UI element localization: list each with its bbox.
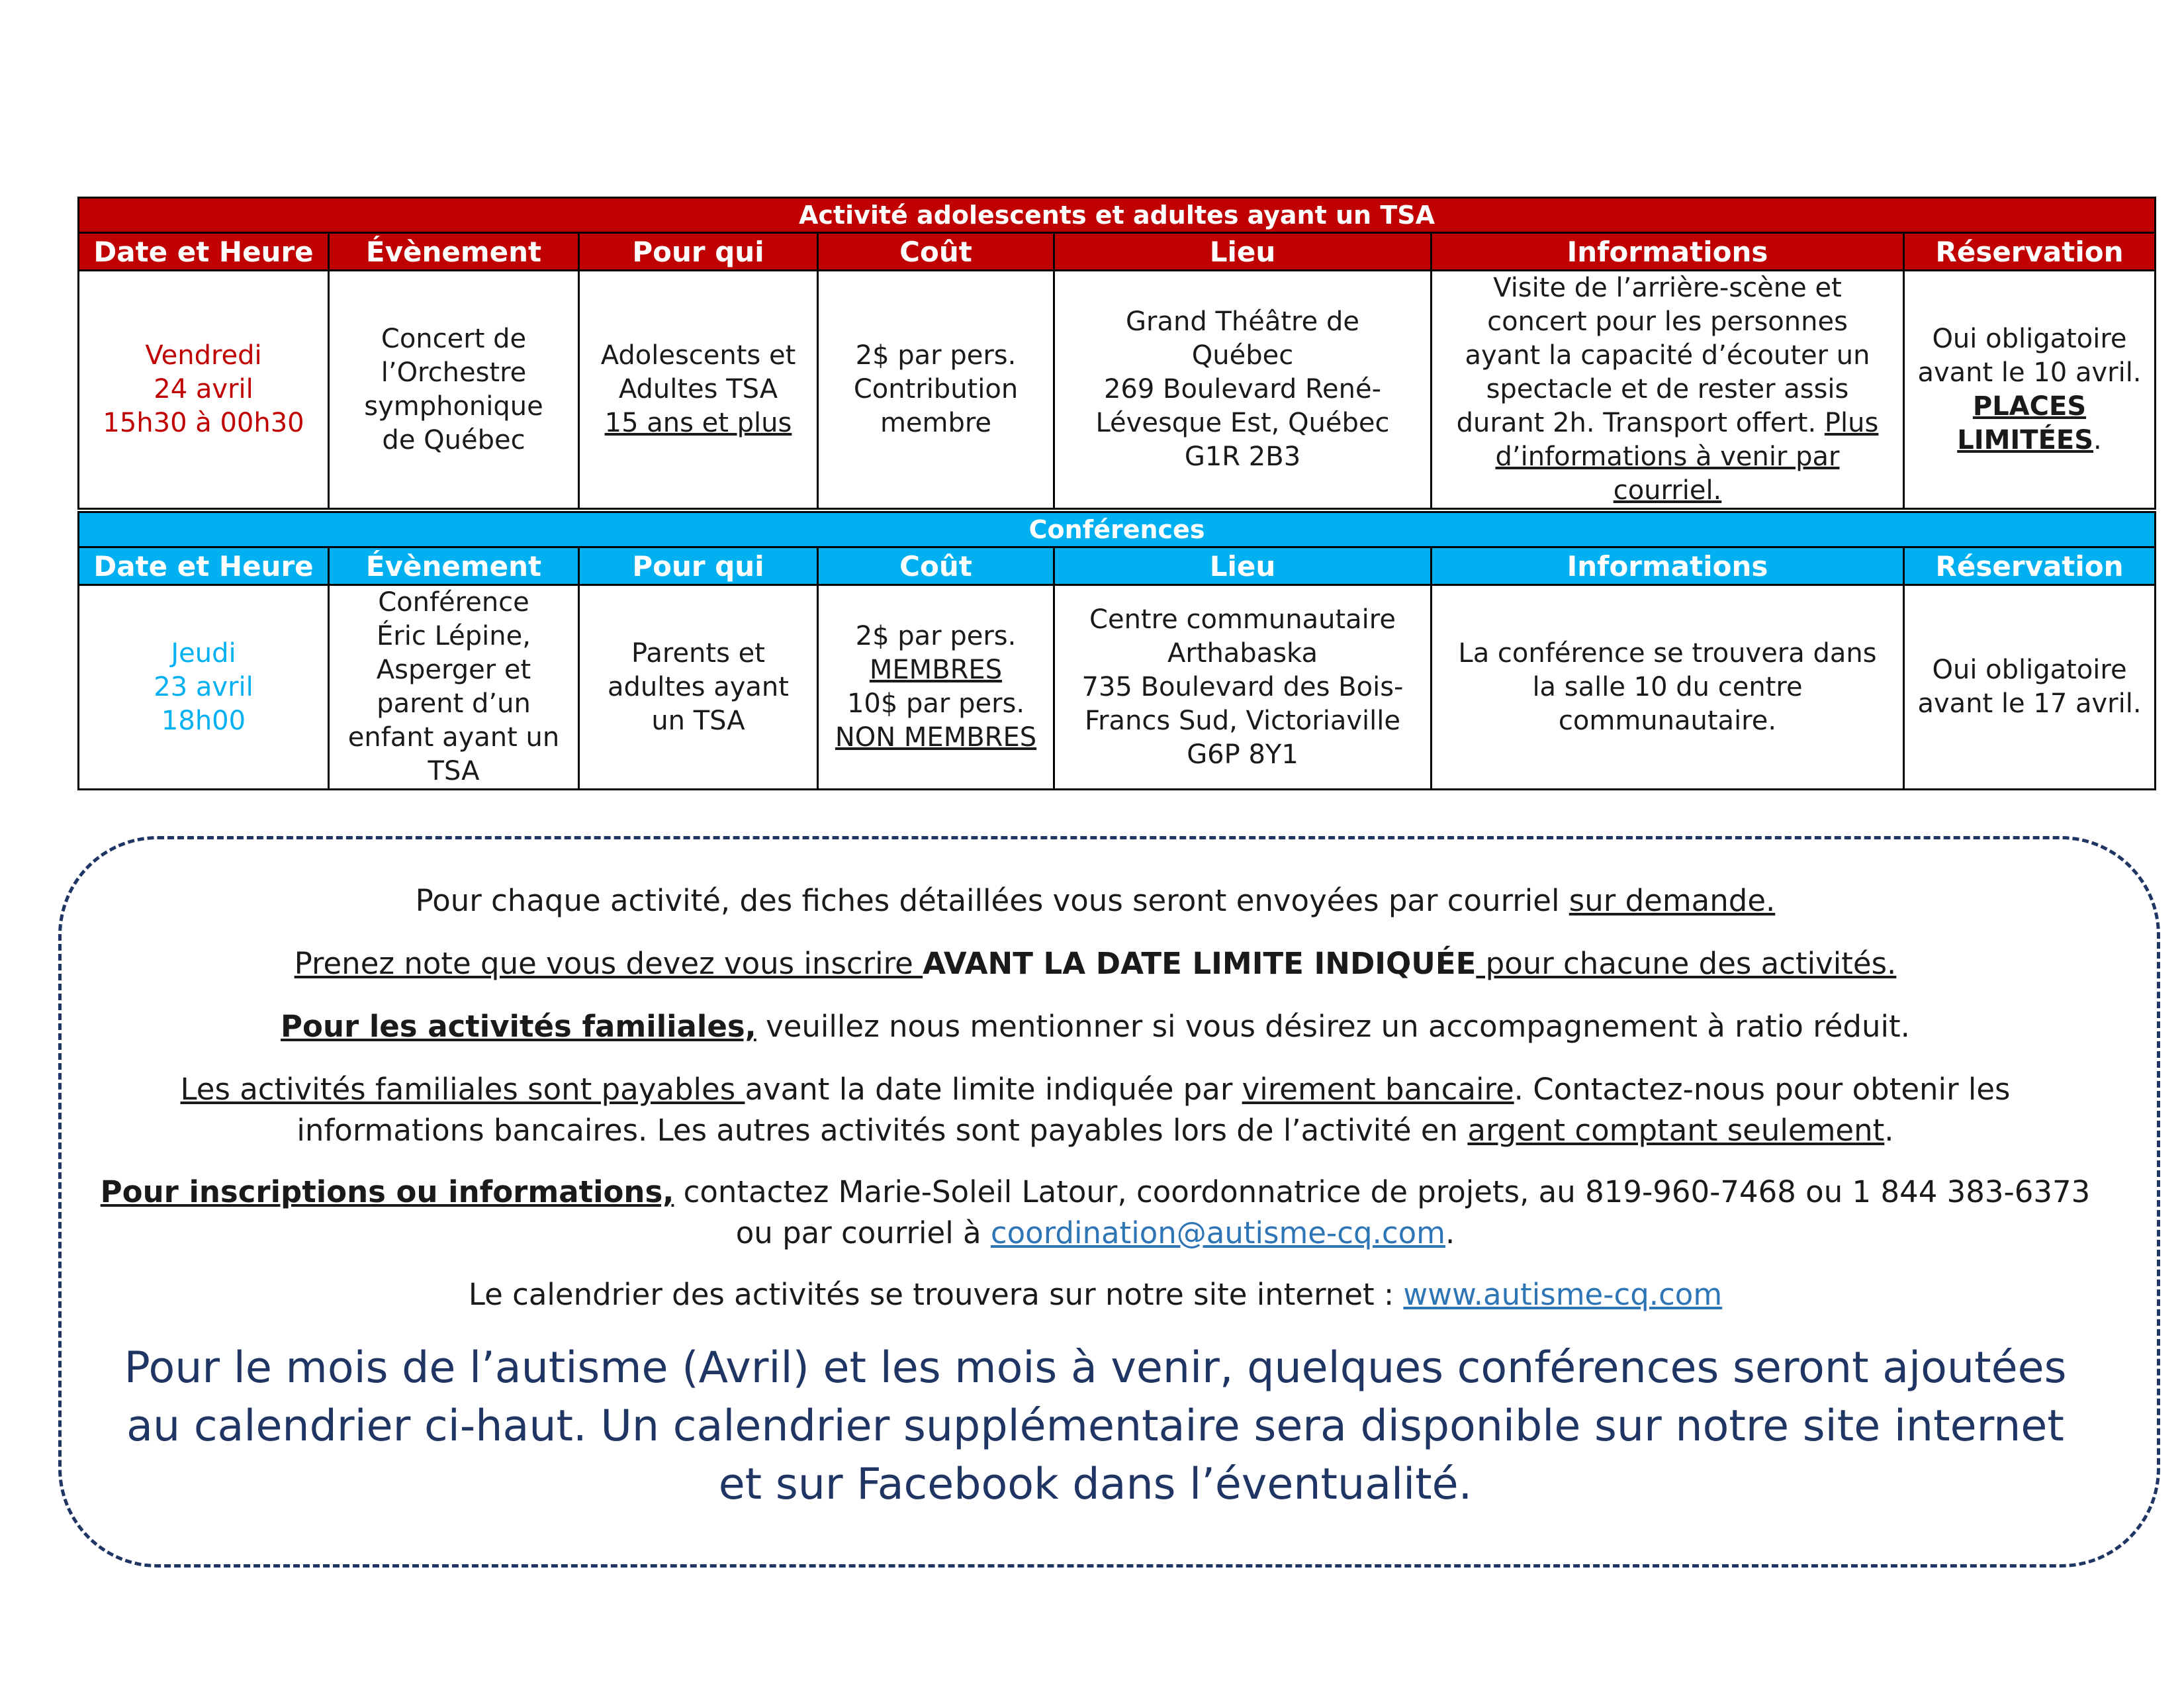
cell-line: l’Orchestre bbox=[381, 357, 527, 388]
cell-line: La conférence se trouvera dans bbox=[1458, 637, 1877, 669]
column-header: Date et Heure bbox=[79, 233, 329, 271]
note-text: . bbox=[1445, 1215, 1455, 1250]
cost-cell bbox=[818, 585, 1054, 790]
cell-line: d’informations à venir par bbox=[1495, 442, 1840, 472]
cell-line: avant le 10 avril. bbox=[1917, 357, 2142, 388]
info-cell bbox=[1432, 271, 1904, 509]
event-cell bbox=[329, 271, 579, 509]
note-text: Pour les activités familiales, bbox=[281, 1009, 756, 1044]
cell-line: 2$ par pers. bbox=[855, 621, 1017, 651]
cell-line bbox=[1436, 406, 1899, 440]
note-text: veuillez nous mentionner si vous désirez un accompagnement à ratio réduit. bbox=[756, 1009, 1910, 1044]
cell-line: courriel. bbox=[1613, 475, 1722, 506]
cell-line: Jeudi bbox=[171, 637, 236, 669]
table-title: Conférences bbox=[79, 512, 2156, 547]
cell-line: la salle 10 du centre bbox=[1532, 671, 1803, 702]
note-deadline bbox=[86, 943, 2105, 984]
activity-table bbox=[77, 197, 2156, 510]
audience-cell bbox=[579, 585, 818, 790]
cell-line: Francs Sud, Victoriaville bbox=[1085, 705, 1400, 736]
reservation-cell bbox=[1904, 585, 2156, 790]
column-header: Réservation bbox=[1904, 547, 2156, 585]
cell-line: Vendredi bbox=[145, 340, 262, 371]
date-cell bbox=[79, 585, 329, 790]
cell-line: Centre communautaire bbox=[1089, 604, 1396, 635]
cell-line: Adultes TSA bbox=[618, 374, 778, 404]
note-text: contactez Marie-Soleil Latour, coordonnatrice de projets, au 819-960-7468 ou 1 844 383-6373 ou par courriel à bbox=[674, 1174, 2091, 1250]
autism-month-announcement: Pour le mois de l’autisme (Avril) et les mois à venir, quelques conférences seront ajoutées au calendrier ci-haut. Un calendrier supplémentaire sera disponible sur notre site internet et sur Facebook dans l’éventualité. bbox=[124, 1343, 2067, 1509]
website-link[interactable]: www.autisme-cq.com bbox=[1403, 1277, 1723, 1312]
note-payment bbox=[86, 1069, 2105, 1151]
cell-line: Visite de l’arrière-scène et bbox=[1493, 273, 1842, 303]
note-contact bbox=[86, 1172, 2105, 1254]
cell-line: Oui obligatoire bbox=[1932, 655, 2127, 685]
cell-line: G1R 2B3 bbox=[1184, 442, 1301, 472]
column-header: Pour qui bbox=[579, 547, 818, 585]
note-text: Pour chaque activité, des fiches détaillées vous seront envoyées par courriel bbox=[415, 883, 1569, 918]
cell-line: 24 avril bbox=[154, 374, 253, 404]
cell-line: parent d’un bbox=[377, 688, 531, 719]
column-header: Informations bbox=[1432, 233, 1904, 271]
header-row bbox=[79, 547, 2156, 585]
cell-line: 10$ par pers. bbox=[846, 688, 1025, 719]
cell-line: Arthabaska bbox=[1167, 637, 1318, 669]
cell-line: Oui obligatoire bbox=[1932, 323, 2127, 354]
column-header: Lieu bbox=[1054, 233, 1432, 271]
note-text: avant la date limite indiquée par bbox=[745, 1072, 1242, 1107]
column-header: Informations bbox=[1432, 547, 1904, 585]
event-cell bbox=[329, 585, 579, 790]
cell-line: G6P 8Y1 bbox=[1187, 739, 1298, 770]
cell-line: 269 Boulevard René- bbox=[1103, 374, 1382, 404]
note-text: . bbox=[1884, 1113, 1894, 1148]
cost-cell bbox=[818, 271, 1054, 509]
cell-line: symphonique bbox=[364, 391, 543, 422]
note-text: virement bancaire bbox=[1242, 1072, 1514, 1107]
cell-line: NON MEMBRES bbox=[835, 722, 1037, 753]
cell-line: 23 avril bbox=[154, 671, 253, 702]
note-text: Prenez note que vous devez vous inscrire bbox=[294, 946, 923, 981]
cell-line: concert pour les personnes bbox=[1487, 306, 1848, 337]
cell-line: Contribution bbox=[853, 374, 1019, 404]
note-website bbox=[86, 1274, 2105, 1315]
cell-line: Asperger et bbox=[376, 655, 531, 685]
cell-line: enfant ayant un bbox=[347, 722, 560, 753]
cell-line: 18h00 bbox=[161, 705, 246, 736]
email-link[interactable]: coordination@autisme-cq.com bbox=[990, 1215, 1445, 1250]
cell-line: communautaire. bbox=[1558, 705, 1777, 736]
cell-line: 2$ par pers. bbox=[855, 340, 1017, 371]
note-on-request bbox=[86, 880, 2105, 921]
location-cell bbox=[1054, 585, 1432, 790]
cell-line: Éric Lépine, bbox=[377, 621, 531, 651]
cell-line: Adolescents et bbox=[600, 340, 796, 371]
cell-line: TSA bbox=[428, 756, 480, 786]
cell-line: 15h30 à 00h30 bbox=[103, 408, 304, 438]
note-text: pour chacune des activités. bbox=[1476, 946, 1897, 981]
cell-line: Québec bbox=[1191, 340, 1294, 371]
limited-places-label: PLACES LIMITÉES bbox=[1957, 391, 2094, 455]
cell-text: durant 2h. Transport offert. bbox=[1456, 408, 1817, 438]
column-header: Pour qui bbox=[579, 233, 818, 271]
table-row bbox=[79, 271, 2156, 509]
column-header: Coût bbox=[818, 547, 1054, 585]
column-header: Évènement bbox=[329, 547, 579, 585]
location-cell bbox=[1054, 271, 1432, 509]
note-text: AVANT LA DATE LIMITE INDIQUÉE bbox=[923, 946, 1477, 981]
cell-line: ayant la capacité d’écouter un bbox=[1465, 340, 1870, 371]
cell-line: membre bbox=[880, 408, 992, 438]
cell-line: 735 Boulevard des Bois- bbox=[1081, 671, 1404, 702]
cell-line: Conférence bbox=[378, 587, 529, 618]
column-header: Réservation bbox=[1904, 233, 2156, 271]
conference-table bbox=[77, 511, 2156, 790]
note-text: Pour inscriptions ou informations, bbox=[100, 1174, 674, 1209]
column-header: Évènement bbox=[329, 233, 579, 271]
note-text: . Contactez-nous pour obtenir les informations bancaires. Les autres activités sont payables lors de l’activité en bbox=[296, 1072, 2011, 1148]
table-title: Activité adolescents et adultes ayant un TSA bbox=[79, 198, 2156, 233]
column-header: Coût bbox=[818, 233, 1054, 271]
column-header: Date et Heure bbox=[79, 547, 329, 585]
cell-line: spectacle et de rester assis bbox=[1486, 374, 1849, 404]
cell-line: 15 ans et plus bbox=[604, 408, 792, 438]
note-text: argent comptant seulement bbox=[1467, 1113, 1885, 1148]
info-cell bbox=[1432, 585, 1904, 790]
reservation-cell bbox=[1904, 271, 2156, 509]
cell-line: Parents et bbox=[631, 637, 765, 669]
cell-line: de Québec bbox=[382, 424, 525, 455]
cell-line bbox=[1909, 390, 2150, 457]
cell-text: . bbox=[2093, 424, 2102, 455]
date-cell bbox=[79, 271, 329, 509]
cell-line: adultes ayant bbox=[608, 671, 789, 702]
note-text: Les activités familiales sont payables bbox=[180, 1072, 745, 1107]
note-family bbox=[86, 1006, 2105, 1047]
cell-line: Lévesque Est, Québec bbox=[1095, 408, 1390, 438]
cell-line: Grand Théâtre de bbox=[1126, 306, 1359, 337]
column-header: Lieu bbox=[1054, 547, 1432, 585]
audience-cell bbox=[579, 271, 818, 509]
note-text: Le calendrier des activités se trouvera sur notre site internet : bbox=[468, 1277, 1404, 1312]
header-row bbox=[79, 233, 2156, 271]
note-text: sur demande. bbox=[1569, 883, 1776, 918]
cell-line: Concert de bbox=[381, 323, 527, 354]
table-row bbox=[79, 585, 2156, 790]
cell-text: Plus bbox=[1824, 408, 1879, 438]
cell-line: MEMBRES bbox=[869, 655, 1003, 685]
cell-line: avant le 17 avril. bbox=[1917, 688, 2142, 719]
cell-line: un TSA bbox=[651, 705, 745, 736]
